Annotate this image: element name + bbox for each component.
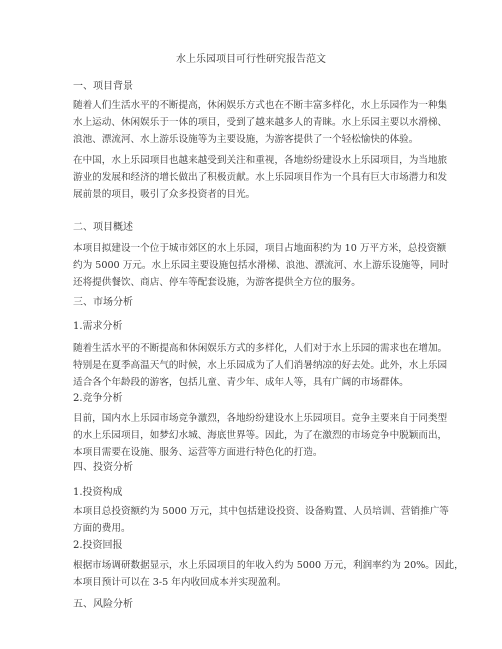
section-heading-background: 一、项目背景 — [73, 81, 133, 92]
paragraph-overview: 本项目拟建设一个位于城市郊区的水上乐园，项目占地面积约为 10 万平方米，总投资额 约为 5000 万元。水上乐园主要设施包括水滑梯、浪池、漂流河、水上游乐设施等，同时 还将提供餐饮、商店、停车等配套设施，为游客提供全方位的服务。 — [73, 243, 449, 288]
document-title: 水上乐园项目可行性研究报告范文 — [176, 54, 326, 65]
subheading-investment-composition: 1.投资构成 — [73, 487, 123, 498]
paragraph-competition: 目前，国内水上乐园市场竞争激烈，各地纷纷建设水上乐园项目。竞争主要来自于同类型 的水上乐园项目，如梦幻水城、海底世界等。因此，为了在激烈的市场竞争中脱颖而出， 本项目需要在设施、服务、运营等方面进行特色化的打造。 — [73, 413, 448, 458]
paragraph-background-2: 在中国，水上乐园项目也越来越受到关注和重视，各地纷纷建设水上乐园项目，为当地旅 游业的发展和经济的增长做出了积极贡献。水上乐园项目作为一个具有巨大市场潜力和发 展前景的项目，吸引了众多投资者的目光。 — [73, 155, 448, 200]
subheading-investment-return: 2.投资回报 — [73, 540, 123, 551]
subheading-demand: 1.需求分析 — [73, 321, 123, 332]
section-heading-overview: 二、项目概述 — [73, 222, 133, 233]
paragraph-investment-return: 根据市场调研数据显示，水上乐园项目的年收入约为 5000 万元，利润率约为 20%。因此， 本项目预计可以在 3-5 年内收回成本并实现盈利。 — [73, 560, 464, 588]
paragraph-background-1: 随着人们生活水平的不断提高，休闲娱乐方式也在不断丰富多样化，水上乐园作为一种集 水上运动、休闲娱乐于一体的项目，受到了越来越多人的青睐。水上乐园主要以水滑梯、 浪池、漂流河、水上游乐设施等为主要设施，为游客提供了一个轻松愉快的体验。 — [73, 100, 448, 145]
section-heading-investment: 四、投资分析 — [73, 462, 133, 473]
paragraph-investment-composition: 本项目总投资额约为 5000 万元，其中包括建设投资、设备购置、人员培训、营销推广等 方面的费用。 — [73, 506, 449, 534]
section-heading-market: 三、市场分析 — [73, 297, 133, 308]
subheading-competition: 2.竞争分析 — [73, 393, 123, 404]
paragraph-demand: 随着生活水平的不断提高和休闲娱乐方式的多样化，人们对于水上乐园的需求也在增加。 特别是在夏季高温天气的时候，水上乐园成为了人们消暑纳凉的好去处。此外，水上乐园 适合各个年龄段的游客，包括儿童、青少年、成年人等，具有广阔的市场群体。 — [73, 343, 448, 388]
section-heading-risk: 五、风险分析 — [73, 599, 133, 610]
